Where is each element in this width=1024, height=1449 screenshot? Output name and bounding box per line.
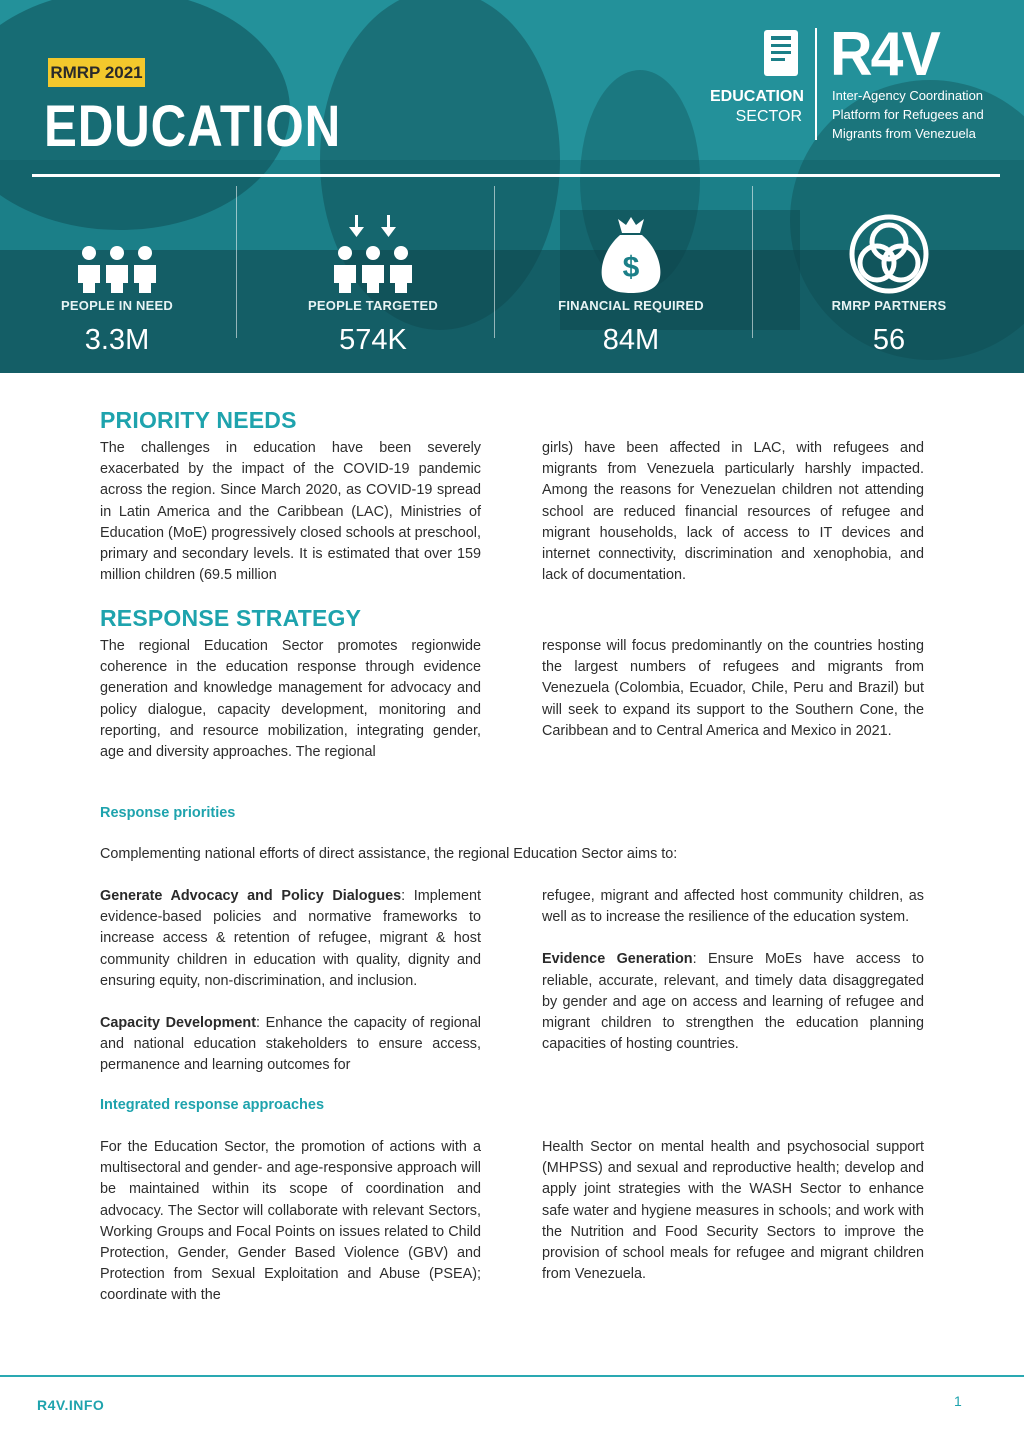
- sector-logo-block: [710, 20, 1000, 151]
- integrated-right: [542, 1137, 924, 1285]
- stat-label: PEOPLE IN NEED: [61, 298, 173, 313]
- r4v-subtitle-line1: Inter-Agency Coordination: [832, 88, 984, 103]
- r4v-subtitle-line2: Platform for Refugees and: [832, 107, 984, 122]
- priority-term: Capacity Development: [100, 1015, 256, 1032]
- stat-people-targeted: [248, 200, 498, 370]
- partners-circles-icon: [848, 213, 930, 295]
- priority-needs-right: [542, 438, 924, 586]
- header-banner: [0, 0, 1024, 373]
- response-priorities-lead: Complementing national efforts of direct assistance, the regional Education Sector aims to:: [100, 846, 678, 862]
- header-divider: [32, 174, 1000, 177]
- paragraph: Health Sector on mental health and psychosocial support (MHPSS) and sexual and reproductive health; develop and apply joint strategies with the WASH Sector to enhance safe water and hygiene measures in schools; and work with the Nutrition and Food Security Sectors to improve the provision of school meals for refugee and migrant children from Venezuela.: [542, 1139, 924, 1283]
- priority-term: Evidence Generation: [542, 951, 693, 968]
- r4v-subtitle-line3: Migrants from Venezuela: [832, 126, 976, 141]
- response-strategy-left: [100, 636, 481, 763]
- footer-divider: [0, 1375, 1024, 1377]
- priority-term: Generate Advocacy and Policy Dialogues: [100, 888, 402, 904]
- priority-capacity: [100, 1013, 481, 1077]
- r4v-logo: R4V: [830, 20, 939, 89]
- integrated-approaches-heading: Integrated response approaches: [100, 1097, 325, 1113]
- plan-tag: RMRP 2021: [48, 58, 145, 87]
- stat-divider: [752, 186, 753, 338]
- stat-value: 84M: [602, 324, 660, 356]
- sector-label-line2: SECTOR: [735, 108, 802, 125]
- priority-evidence: [542, 949, 924, 1055]
- stat-people-in-need: [0, 200, 242, 370]
- page-title: EDUCATION: [44, 94, 342, 159]
- logo-divider: [815, 28, 817, 140]
- stat-label: RMRP PARTNERS: [831, 298, 947, 313]
- paragraph: For the Education Sector, the promotion of actions with a multisectoral and gender- and age-responsive approach will be maintained within its scope of coordination and advocacy. The Sector will collaborate with relevant Sectors, Working Groups and Focal Points on issues related to Child Protection, Gender, Gender Based Violence (GBV) and Protection from Sexual Exploitation and Abuse (PSEA); coordinate with the: [100, 1139, 481, 1304]
- stat-label: PEOPLE TARGETED: [308, 298, 438, 313]
- priority-text: : Enhance the capacity of regional and national education stakeholders to ensure access, permanence and learning outcomes for: [100, 1015, 481, 1074]
- stat-financial-required: [506, 200, 756, 370]
- priority-advocacy: [100, 886, 481, 992]
- page-number: 1: [954, 1393, 962, 1409]
- stat-label: FINANCIAL REQUIRED: [558, 298, 704, 313]
- sector-label-line1: EDUCATION: [710, 88, 804, 105]
- footer-site-link[interactable]: R4V.INFO: [37, 1397, 105, 1413]
- stat-divider: [494, 186, 495, 338]
- stat-divider: [236, 186, 237, 338]
- stat-rmrp-partners: [764, 200, 1014, 370]
- priority-text: : Implement evidence-based policies and normative frameworks to increase access & retention of refugee, migrant & host community children in education with quality, dignity and ensuring equity, non-discrimination, and inclusion.: [100, 888, 481, 989]
- response-strategy-right: [542, 636, 924, 742]
- money-bag-icon: [600, 215, 662, 295]
- svg-text:$: $: [622, 251, 640, 284]
- response-priorities-right: [542, 886, 924, 1055]
- priority-needs-left: [100, 438, 481, 586]
- stat-value: 574K: [339, 324, 407, 356]
- document-icon: [762, 28, 800, 78]
- priority-capacity-continued: refugee, migrant and affected host community children, as well as to increase the resilience of the education system.: [542, 888, 924, 926]
- paragraph: The regional Education Sector promotes regionwide coherence in the education response through evidence generation and knowledge management for advocacy and policy dialogue, capacity development, monitoring and reporting, and resource mobilization, integrating gender, age and diversity approaches. The regional: [100, 638, 481, 761]
- integrated-left: [100, 1137, 481, 1307]
- response-priorities-heading: Response priorities: [100, 805, 236, 821]
- response-priorities-left: [100, 886, 481, 1077]
- priority-text: : Ensure MoEs have access to reliable, accurate, relevant, and timely data disaggregated by gender and age on access and learning of refugee and migrant children to strengthen the education planning capacities of hosting countries.: [542, 951, 925, 1053]
- priority-needs-heading: PRIORITY NEEDS: [100, 407, 297, 433]
- stat-value: 56: [872, 324, 906, 356]
- people-icon: [75, 245, 159, 295]
- people-targeted-icon: [331, 215, 415, 295]
- stat-value: 3.3M: [84, 324, 150, 356]
- paragraph: response will focus predominantly on the countries hosting the largest numbers of refugees and migrants from Venezuela (Colombia, Ecuador, Chile, Peru and Brazil) but will seek to expand its support to the Southern Cone, the Caribbean and to Central America and Mexico in 2021.: [542, 638, 924, 739]
- paragraph: girls) have been affected in LAC, with refugees and migrants from Venezuela particularly harshly impacted. Among the reasons for Venezuelan children not attending school are reduced financial resources of refugee and migrant households, lack of access to IT devices and internet connectivity, discrimination and xenophobia, and lack of documentation.: [542, 440, 924, 584]
- paragraph: The challenges in education have been severely exacerbated by the impact of the COVID-19 pandemic across the region. Since March 2020, as COVID-19 spread in Latin America and the Caribbean (LAC), Ministries of Education (MoE) progressively closed schools at preschool, primary and secondary levels. It is estimated that over 159 million children (69.5 million: [100, 440, 481, 584]
- response-strategy-heading: RESPONSE STRATEGY: [100, 605, 362, 631]
